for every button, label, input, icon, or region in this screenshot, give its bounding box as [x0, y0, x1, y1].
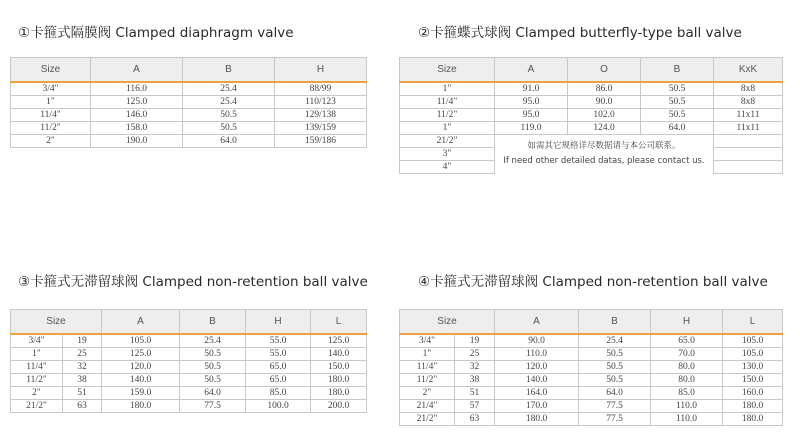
table-cell: 50.5: [180, 348, 246, 361]
table-cell: 125.0: [91, 96, 183, 109]
table-cell: 88/99: [275, 82, 367, 96]
table-cell: 85.0: [651, 387, 723, 400]
size-cell: 11/4": [400, 361, 455, 374]
table-cell: 50.5: [183, 122, 275, 135]
table-cell: 50.5: [579, 361, 651, 374]
table-cell: 50.5: [579, 348, 651, 361]
size-cell: 11/4": [11, 109, 91, 122]
table-row: [400, 361, 783, 374]
table-cell: 64.0: [579, 387, 651, 400]
contact-note: [495, 135, 714, 174]
table-cell: 139/159: [275, 122, 367, 135]
table-row: [400, 96, 783, 109]
section-title: [418, 24, 742, 42]
table-cell: 130.0: [723, 361, 783, 374]
table-cell: 180.0: [723, 400, 783, 413]
table-header-row: [400, 58, 783, 83]
table-cell: 180.0: [723, 413, 783, 426]
table-cell: 120.0: [102, 361, 180, 374]
header-cell: B: [180, 310, 246, 335]
size-cell: 2": [400, 387, 455, 400]
table-cell: 25.4: [183, 96, 275, 109]
table-cell: [714, 135, 783, 148]
size-cell: 11/2": [400, 109, 495, 122]
table-cell: 50.5: [641, 82, 714, 96]
table-row: [400, 334, 783, 348]
size-mm-cell: 63: [63, 400, 102, 413]
section-title-text: 卡箍蝶式球阀 Clamped butterfly-type ball valve: [430, 25, 742, 41]
section-title: [18, 24, 294, 42]
table-cell: [714, 148, 783, 161]
header-cell: H: [246, 310, 311, 335]
table-cell: 25.4: [180, 334, 246, 348]
table-row: [11, 400, 367, 413]
table-row: [400, 135, 783, 148]
section-title: [18, 273, 368, 291]
table-cell: 140.0: [311, 348, 367, 361]
table-cell: 140.0: [102, 374, 180, 387]
table-cell: 159/186: [275, 135, 367, 148]
table-cell: 100.0: [246, 400, 311, 413]
header-cell: A: [495, 58, 568, 83]
table-cell: 116.0: [91, 82, 183, 96]
size-mm-cell: 51: [63, 387, 102, 400]
size-mm-cell: 32: [455, 361, 495, 374]
table-cell: 25.4: [579, 334, 651, 348]
size-cell: 2": [11, 135, 91, 148]
table-cell: 159.0: [102, 387, 180, 400]
section-number: ④: [418, 274, 431, 290]
table-header-row: [11, 58, 367, 83]
table-cell: 160.0: [723, 387, 783, 400]
table-cell: 64.0: [180, 387, 246, 400]
table-cell: 150.0: [311, 361, 367, 374]
size-mm-cell: 57: [455, 400, 495, 413]
table-cell: 200.0: [311, 400, 367, 413]
table-row: [400, 387, 783, 400]
size-cell: 21/2": [400, 413, 455, 426]
section-title: [418, 273, 768, 291]
table-row: [11, 361, 367, 374]
table-cell: 8x8: [714, 82, 783, 96]
table-row: [11, 348, 367, 361]
table-row: [11, 334, 367, 348]
contact-note-en: If need other detailed datas, please contact us.: [503, 156, 705, 167]
size-cell: 21/2": [11, 400, 63, 413]
size-cell: 11/4": [400, 96, 495, 109]
size-mm-cell: 25: [455, 348, 495, 361]
size-cell: 3": [400, 148, 495, 161]
table-cell: 146.0: [91, 109, 183, 122]
header-cell: B: [641, 58, 714, 83]
table-cell: 180.0: [495, 413, 579, 426]
table-cell: 50.5: [180, 361, 246, 374]
section-number: ②: [418, 25, 431, 41]
table-row: [11, 109, 367, 122]
header-cell: KxK: [714, 58, 783, 83]
table-cell: 70.0: [651, 348, 723, 361]
header-cell: H: [275, 58, 367, 83]
spec-table: [399, 309, 783, 426]
table-cell: 50.5: [180, 374, 246, 387]
size-cell: 11/2": [400, 374, 455, 387]
table-cell: 90.0: [568, 96, 641, 109]
size-cell: 3/4": [400, 334, 455, 348]
table-cell: 90.0: [495, 334, 579, 348]
table-cell: 180.0: [102, 400, 180, 413]
table-cell: 140.0: [495, 374, 579, 387]
table-row: [400, 82, 783, 96]
size-mm-cell: 63: [455, 413, 495, 426]
size-mm-cell: 38: [455, 374, 495, 387]
table-row: [11, 374, 367, 387]
table-cell: 180.0: [311, 374, 367, 387]
header-cell: L: [723, 310, 783, 335]
table-cell: 25.4: [183, 82, 275, 96]
table-cell: 125.0: [311, 334, 367, 348]
size-cell: 3/4": [11, 82, 91, 96]
table-row: [400, 413, 783, 426]
header-cell: A: [102, 310, 180, 335]
table-cell: 129/138: [275, 109, 367, 122]
size-cell: 4": [400, 161, 495, 174]
size-cell: 1": [11, 348, 63, 361]
table-row: [400, 109, 783, 122]
size-cell: 1": [400, 122, 495, 135]
table-row: [11, 387, 367, 400]
table-row: [400, 374, 783, 387]
table-cell: 110.0: [651, 400, 723, 413]
size-cell: 3/4": [11, 334, 63, 348]
table-cell: 86.0: [568, 82, 641, 96]
table-cell: [714, 161, 783, 174]
table-cell: 110/123: [275, 96, 367, 109]
table-cell: 77.5: [180, 400, 246, 413]
contact-note-cn: 如需其它规格详尽数据请与本公司联系。: [527, 141, 681, 152]
table-cell: 124.0: [568, 122, 641, 135]
table-cell: 164.0: [495, 387, 579, 400]
table-cell: 55.0: [246, 348, 311, 361]
table-cell: 11x11: [714, 109, 783, 122]
size-cell: 2": [11, 387, 63, 400]
header-cell: Size: [400, 310, 495, 335]
size-mm-cell: 19: [455, 334, 495, 348]
spec-table: [10, 309, 367, 413]
table-cell: 95.0: [495, 96, 568, 109]
size-cell: 21/4": [400, 400, 455, 413]
table-cell: 65.0: [246, 374, 311, 387]
table-cell: 85.0: [246, 387, 311, 400]
table-row: [11, 82, 367, 96]
section-title-text: 卡箍式隔膜阀 Clamped diaphragm valve: [30, 25, 294, 41]
table-cell: 80.0: [651, 374, 723, 387]
table-cell: 105.0: [723, 334, 783, 348]
header-cell: A: [91, 58, 183, 83]
size-mm-cell: 19: [63, 334, 102, 348]
table-cell: 80.0: [651, 361, 723, 374]
table-cell: 65.0: [246, 361, 311, 374]
size-cell: 1": [11, 96, 91, 109]
table-cell: 50.5: [641, 109, 714, 122]
size-cell: 11/2": [11, 122, 91, 135]
size-mm-cell: 25: [63, 348, 102, 361]
table-row: [400, 400, 783, 413]
table-cell: 102.0: [568, 109, 641, 122]
header-cell: B: [183, 58, 275, 83]
table-header-row: [400, 310, 783, 335]
table-row: [400, 348, 783, 361]
size-mm-cell: 32: [63, 361, 102, 374]
table-row: [400, 122, 783, 135]
spec-table: [10, 57, 367, 148]
size-cell: 11/4": [11, 361, 63, 374]
table-cell: 64.0: [183, 135, 275, 148]
table-cell: 110.0: [495, 348, 579, 361]
table-cell: 150.0: [723, 374, 783, 387]
table-row: [11, 96, 367, 109]
table-cell: 55.0: [246, 334, 311, 348]
table-cell: 50.5: [641, 96, 714, 109]
header-cell: Size: [400, 58, 495, 83]
table-cell: 8x8: [714, 96, 783, 109]
table-cell: 11x11: [714, 122, 783, 135]
table-cell: 65.0: [651, 334, 723, 348]
table-cell: 105.0: [723, 348, 783, 361]
table-header-row: [11, 310, 367, 335]
header-cell: B: [579, 310, 651, 335]
header-cell: Size: [11, 310, 102, 335]
table-cell: 120.0: [495, 361, 579, 374]
size-mm-cell: 38: [63, 374, 102, 387]
table-cell: 170.0: [495, 400, 579, 413]
section-number: ①: [18, 25, 31, 41]
table-cell: 77.5: [579, 400, 651, 413]
table-cell: 190.0: [91, 135, 183, 148]
section-number: ③: [18, 274, 31, 290]
table-cell: 64.0: [641, 122, 714, 135]
header-cell: H: [651, 310, 723, 335]
header-cell: O: [568, 58, 641, 83]
header-cell: Size: [11, 58, 91, 83]
size-mm-cell: 51: [455, 387, 495, 400]
section-title-text: 卡箍式无滞留球阀 Clamped non-retention ball valve: [430, 274, 768, 290]
spec-table: [399, 57, 783, 174]
table-cell: 125.0: [102, 348, 180, 361]
table-cell: 50.5: [579, 374, 651, 387]
table-row: [11, 135, 367, 148]
table-row: [11, 122, 367, 135]
table-cell: 180.0: [311, 387, 367, 400]
table-cell: 110.0: [651, 413, 723, 426]
size-cell: 1": [400, 82, 495, 96]
table-cell: 91.0: [495, 82, 568, 96]
table-cell: 50.5: [183, 109, 275, 122]
size-cell: 11/2": [11, 374, 63, 387]
table-cell: 105.0: [102, 334, 180, 348]
table-cell: 95.0: [495, 109, 568, 122]
size-cell: 21/2": [400, 135, 495, 148]
table-cell: 119.0: [495, 122, 568, 135]
table-cell: 77.5: [579, 413, 651, 426]
section-title-text: 卡箍式无滞留球阀 Clamped non-retention ball valve: [30, 274, 368, 290]
table-cell: 158.0: [91, 122, 183, 135]
header-cell: L: [311, 310, 367, 335]
header-cell: A: [495, 310, 579, 335]
size-cell: 1": [400, 348, 455, 361]
